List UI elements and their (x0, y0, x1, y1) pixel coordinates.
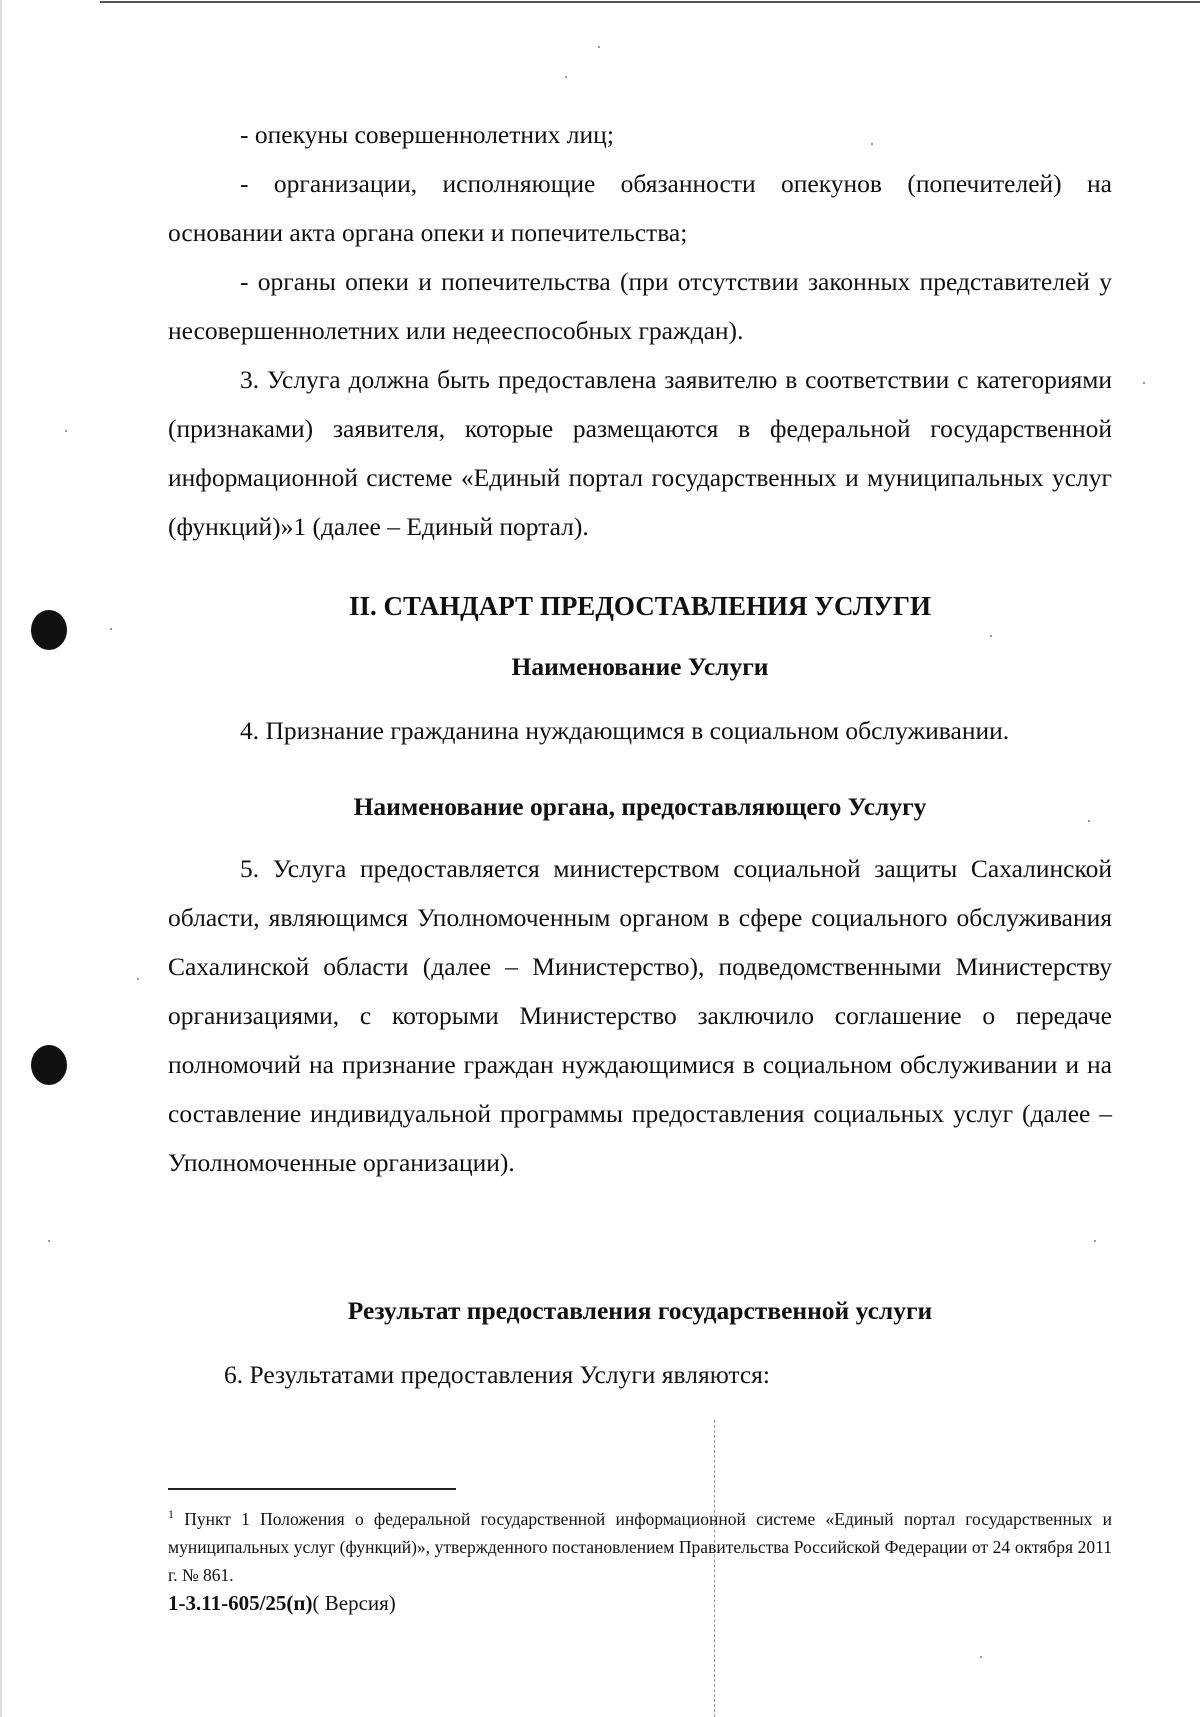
scan-top-edge (100, 1, 1200, 3)
organ-heading-block (168, 782, 1112, 831)
section-title-block (168, 582, 1112, 631)
scan-speck (65, 430, 67, 432)
intro-block (168, 110, 1112, 551)
punch-hole-top (31, 610, 67, 650)
scan-speck (1143, 382, 1145, 384)
scan-speck (110, 628, 112, 630)
document-code: 1-3.11-605/25(п) (168, 1591, 313, 1615)
paragraph-5: 5. Услуга предоставляется министерством социальной защиты Сахалинской области, являющимся Уполномоченным органом в сфере социального обслуживания Сахалинской области (далее – Министерство), подведомственными Министерству организациями, с которыми Министерство заключило соглашение о передаче полномочий на признание граждан нуждающимися в социальном обслуживании и на составление индивидуальной программы предоставления социальных услуг (далее – Уполномоченные организации). (168, 854, 1112, 1177)
para4-block (168, 706, 1112, 755)
scan-speck (980, 1656, 982, 1658)
paragraph-guardians-adults: - опекуны совершеннолетних лиц; (240, 120, 614, 149)
heading-result: Результат предоставления государственной услуги (347, 1296, 933, 1325)
scan-speck (137, 978, 139, 980)
document-version: ( Версия) (312, 1591, 396, 1615)
para5-block (168, 844, 1112, 1187)
scan-speck (990, 635, 992, 637)
footnote (168, 1500, 1112, 1589)
paragraph-6: 6. Результатами предоставления Услуги являются: (224, 1360, 770, 1389)
scan-speck (1094, 1240, 1096, 1242)
document-number (168, 1588, 396, 1618)
result-heading-block (168, 1286, 1112, 1335)
heading-organ: Наименование органа, предоставляющего Услугу (353, 792, 927, 821)
name-block (168, 642, 1112, 691)
footnote-marker: 1 (168, 1507, 174, 1521)
scan-speck (598, 46, 600, 48)
paragraph-organizations: - организации, исполняющие обязанности опекунов (попечителей) на основании акта органа опеки и попечительства; (168, 169, 1112, 247)
scan-speck (565, 76, 567, 78)
paragraph-3: 3. Услуга должна быть предоставлена заявителю в соответствии с категориями (признаками) заявителя, которые размещаются в федеральной государственной информационной системе «Единый портал государственных и муниципальных услуг (функций)»1 (далее – Единый портал). (168, 365, 1112, 541)
scan-speck (48, 1240, 50, 1242)
footnote-text: Пункт 1 Положения о федеральной государственной информационной системе «Единый портал государственных и муниципальных услуг (функций)», утвержденного постановлением Правительства Российской Федерации от 24 октября 2011 г. № 861. (168, 1508, 1112, 1585)
footnote-separator (168, 1488, 456, 1490)
punch-hole-bottom (31, 1045, 67, 1085)
scan-left-edge (0, 0, 2, 1717)
para6-block (168, 1350, 1112, 1399)
section-title: II. СТАНДАРТ ПРЕДОСТАВЛЕНИЯ УСЛУГИ (348, 591, 932, 621)
paragraph-4: 4. Признание гражданина нуждающимся в социальном обслуживании. (240, 716, 1010, 745)
paragraph-guardianship-bodies: - органы опеки и попечительства (при отсутствии законных представителей у несовершеннолетних или недееспособных граждан). (168, 267, 1112, 345)
heading-service-name: Наименование Услуги (511, 652, 769, 681)
